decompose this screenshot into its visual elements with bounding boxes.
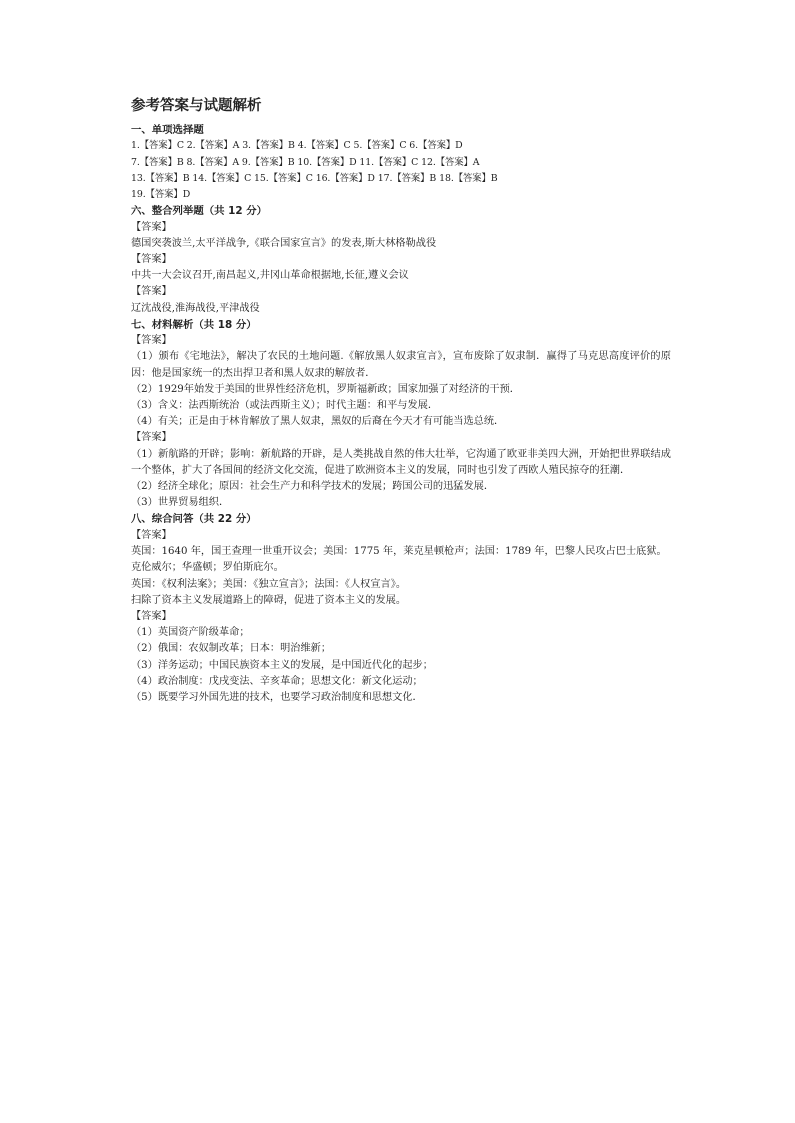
section-heading-6: 六、整合列举题（共 12 分） xyxy=(131,205,267,218)
answer-text: （4）政治制度：戊戌变法、辛亥革命；思想文化：新文化运动； xyxy=(131,675,423,687)
answer-text: 英国：1640 年，国王查理一世重开议会；美国：1775 年，莱克星顿枪声；法国：1789 年，巴黎人民攻占巴士底狱。 xyxy=(131,546,667,558)
answer-text: （3）含义：法西斯统治（或法西斯主义）；时代主题：和平与发展． xyxy=(131,400,439,412)
answer-text: （4）有关；正是由于林肯解放了黑人奴隶，黑奴的后裔在今天才有可能当选总统． xyxy=(131,416,505,428)
mcq-answer-line: 1.【答案】C 2.【答案】A 3.【答案】B 4.【答案】C 5.【答案】C 6.【答案】D xyxy=(131,140,463,152)
answer-text: （3）世界贸易组织． xyxy=(131,497,230,509)
answer-text: （1）颁布《宅地法》，解决了农民的土地问题.《解放黑人奴隶宣言》，宣布废除了奴隶制．赢得了马克思高度评价的原因：他是国家统一的杰出捍卫者和黑人奴隶的解放者． xyxy=(131,351,671,379)
mcq-answer-line: 19.【答案】D xyxy=(131,189,191,201)
answer-text: 克伦威尔；华盛顿；罗伯斯庇尔。 xyxy=(131,562,284,574)
answer-text: （2）1929年始发于美国的世界性经济危机，罗斯福新政；国家加强了对经济的干预． xyxy=(131,383,520,395)
answer-label: 【答案】 xyxy=(131,221,172,233)
answer-text: （2）经济全球化；原因：社会生产力和科学技术的发展；跨国公司的迅猛发展． xyxy=(131,481,495,493)
mcq-answer-line: 13.【答案】B 14.【答案】C 15.【答案】C 16.【答案】D 17.【答案】B 18.【答案】B xyxy=(131,172,498,184)
answer-text: （2）俄国：农奴制改革；日本：明治维新； xyxy=(131,643,332,655)
section-heading-8: 八、综合问答（共 22 分） xyxy=(131,513,257,526)
answer-text: 中共一大会议召开,南昌起义,井冈山革命根据地,长征,遵义会议 xyxy=(131,270,409,282)
answer-label: 【答案】 xyxy=(131,335,172,347)
answer-text: （3）洋务运动；中国民族资本主义的发展，是中国近代化的起步； xyxy=(131,659,433,671)
answer-text: （5）既要学习外国先进的技术，也要学习政治制度和思想文化． xyxy=(131,691,423,703)
answer-text: （1）新航路的开辟；影响：新航路的开辟，是人类挑战自然的伟大壮举，它沟通了欧亚非美四大洲，开始把世界联结成一个整体，扩大了各国间的经济文化交流，促进了欧洲资本主义的发展，同时也引发了西欧人殖民掠夺的狂潮． xyxy=(131,448,671,476)
answer-text: （1）英国资产阶级革命； xyxy=(131,627,250,639)
answer-label: 【答案】 xyxy=(131,432,172,444)
answer-label: 【答案】 xyxy=(131,529,172,541)
mcq-answer-line: 7.【答案】B 8.【答案】A 9.【答案】B 10.【答案】D 11.【答案】C 12.【答案】A xyxy=(131,156,480,168)
answer-label: 【答案】 xyxy=(131,254,172,266)
page-title: 参考答案与试题解析 xyxy=(131,98,262,114)
answer-document xyxy=(131,96,671,706)
answer-text: 辽沈战役,淮海战役,平津战役 xyxy=(131,302,260,314)
answer-label: 【答案】 xyxy=(131,610,172,622)
answer-text: 扫除了资本主义发展道路上的障碍，促进了资本主义的发展。 xyxy=(131,594,407,606)
answer-label: 【答案】 xyxy=(131,286,172,298)
section-heading-7: 七、材料解析（共 18 分） xyxy=(131,318,257,331)
section-heading-mcq: 一、单项选择题 xyxy=(131,124,204,136)
answer-text: 英国：《权利法案》；美国：《独立宣言》；法国：《人权宣言》。 xyxy=(131,578,407,590)
answer-text: 德国突袭波兰,太平洋战争,《联合国家宣言》的发表,斯大林格勒战役 xyxy=(131,237,437,249)
